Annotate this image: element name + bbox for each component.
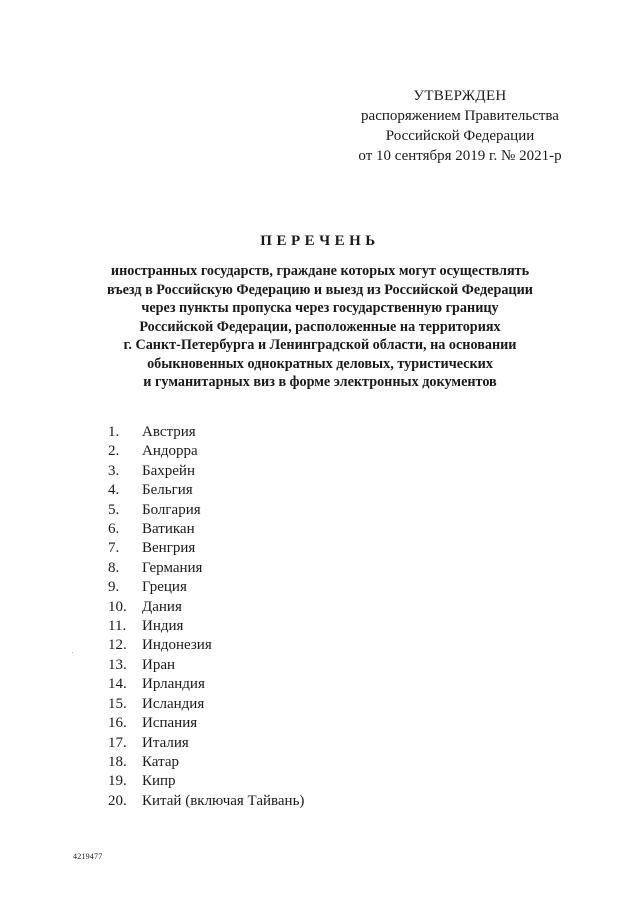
approval-line: Российской Федерации: [385, 128, 535, 144]
list-item: [108, 617, 304, 636]
subtitle-line: обыкновенных однократных деловых, туристических: [147, 355, 493, 372]
document-code: 4219477: [73, 852, 103, 861]
item-number: 17.: [108, 734, 127, 751]
item-number: 3.: [108, 462, 120, 479]
list-item: [108, 501, 304, 520]
country-name: Болгария: [142, 501, 201, 518]
list-item: [108, 656, 304, 675]
country-name: Италия: [142, 734, 189, 751]
item-number: 20.: [108, 792, 127, 809]
country-name: Германия: [142, 559, 203, 576]
item-number: 7.: [108, 540, 120, 557]
subtitle-line: и гуманитарных виз в форме электронных документов: [143, 374, 497, 390]
scan-speck: [72, 652, 73, 653]
item-number: 1.: [108, 424, 120, 440]
list-item: [108, 442, 304, 461]
list-item: [108, 578, 304, 597]
country-name: Бельгия: [142, 482, 193, 499]
item-number: 12.: [108, 637, 127, 654]
list-item: [108, 481, 304, 500]
item-number: 9.: [108, 579, 120, 596]
list-item: [108, 675, 304, 694]
item-number: 10.: [108, 598, 127, 615]
country-name: Дания: [142, 598, 182, 615]
country-name: Испания: [142, 715, 198, 732]
country-name: Исландия: [142, 695, 205, 712]
list-item: [108, 539, 304, 558]
list-item: [108, 714, 304, 733]
list-item: [108, 462, 304, 481]
item-number: 15.: [108, 695, 127, 712]
approval-line: распоряжением Правительства: [361, 108, 559, 124]
item-number: 8.: [108, 559, 120, 576]
list-item: [108, 695, 304, 714]
country-name: Индия: [142, 618, 184, 635]
country-list: [108, 423, 304, 811]
country-name: Ватикан: [142, 521, 195, 538]
subtitle-line: через пункты пропуска через государственную границу: [141, 300, 499, 316]
country-name: Андорра: [142, 443, 198, 460]
item-number: 14.: [108, 676, 127, 693]
subtitle-line: въезд в Российскую Федерацию и выезд из Российской Федерации: [107, 281, 533, 298]
country-name: Австрия: [142, 424, 196, 440]
country-name: Венгрия: [142, 540, 196, 557]
country-name: Бахрейн: [142, 462, 195, 479]
subtitle-line: иностранных государств, граждане которых могут осуществлять: [110, 263, 530, 279]
approval-date-line: от 10 сентября 2019 г. № 2021-р: [358, 148, 562, 164]
country-name: Кипр: [142, 773, 176, 790]
country-name: Индонезия: [142, 637, 212, 654]
approval-heading: УТВЕРЖДЕН: [413, 88, 507, 104]
country-name: Греция: [142, 579, 187, 596]
list-item: [108, 753, 304, 772]
item-number: 2.: [108, 443, 120, 460]
document-subtitle: [40, 262, 600, 392]
list-item: [108, 636, 304, 655]
list-item: [108, 792, 304, 811]
list-item: [108, 598, 304, 617]
country-name: Ирландия: [142, 676, 205, 693]
country-name: Иран: [142, 656, 176, 673]
item-number: 16.: [108, 715, 127, 732]
item-number: 18.: [108, 753, 127, 770]
country-name: Китай (включая Тайвань): [142, 792, 305, 809]
subtitle-line: г. Санкт-Петербурга и Ленинградской области, на основании: [123, 337, 517, 353]
list-item: [108, 772, 304, 791]
item-number: 5.: [108, 501, 120, 518]
approval-block: [330, 86, 590, 166]
item-number: 4.: [108, 482, 120, 499]
item-number: 11.: [108, 618, 127, 635]
list-item: [108, 734, 304, 753]
subtitle-line: Российской Федерации, расположенные на территориях: [139, 318, 501, 335]
list-item: [108, 559, 304, 578]
item-number: 6.: [108, 521, 120, 538]
country-name: Катар: [142, 753, 179, 770]
list-item: [108, 423, 304, 442]
document-title: ПЕРЕЧЕНЬ: [260, 233, 380, 249]
item-number: 13.: [108, 656, 127, 673]
item-number: 19.: [108, 773, 127, 790]
list-item: [108, 520, 304, 539]
